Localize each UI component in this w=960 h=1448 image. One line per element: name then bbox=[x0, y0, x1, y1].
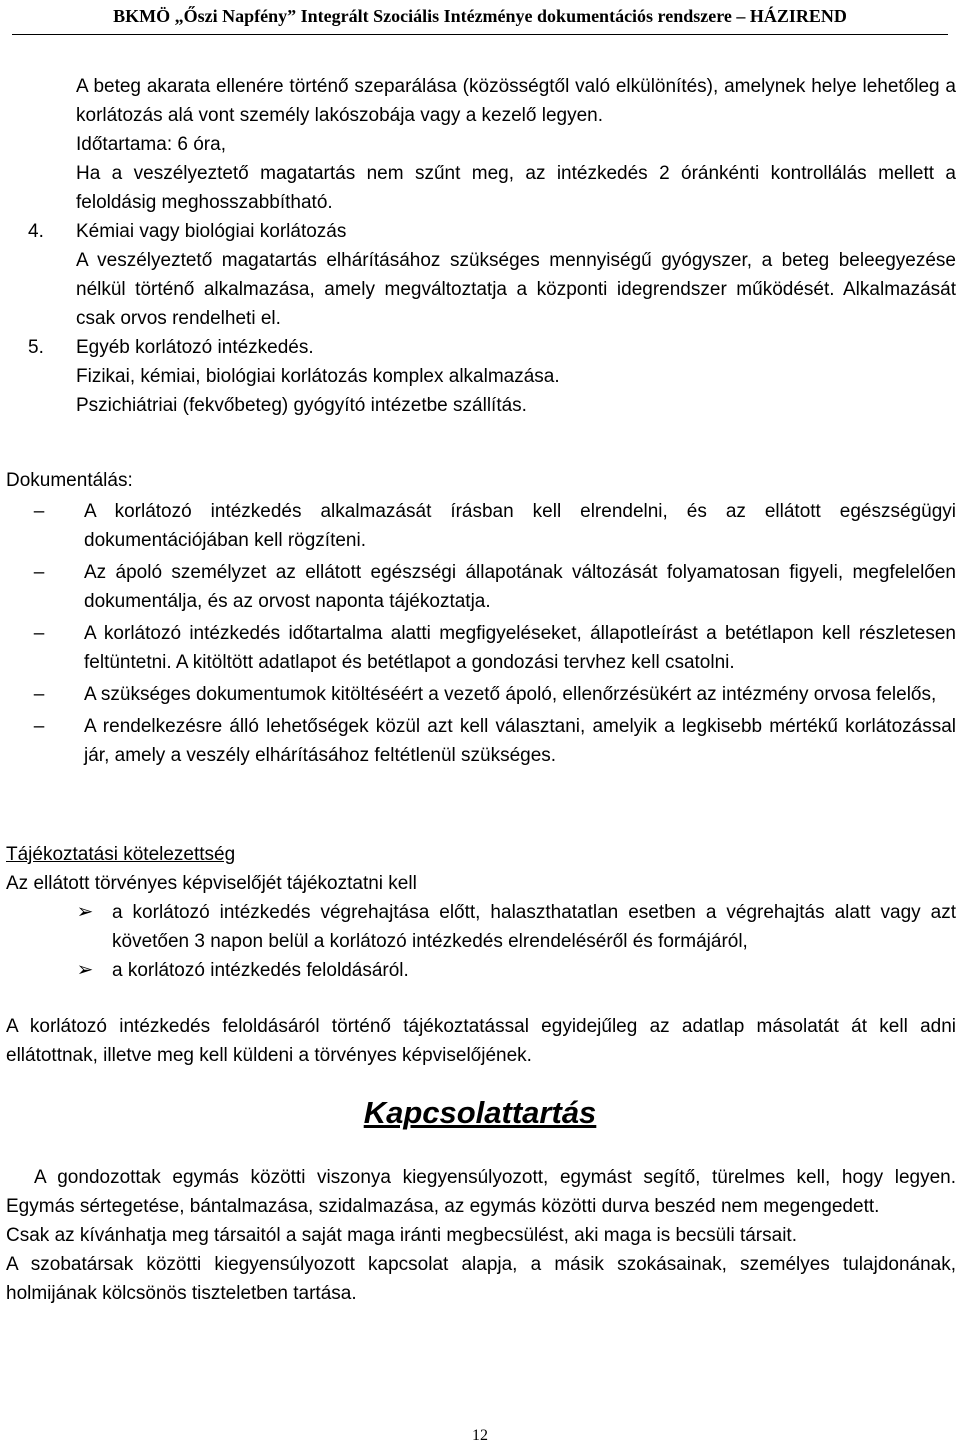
extension-paragraph: Ha a veszélyeztető magatartás nem szűnt meg, az intézkedés 2 óránkénti kontrollálás mellett a feloldásig meghosszabbítható. bbox=[76, 163, 956, 213]
obligation-item-text: a korlátozó intézkedés végrehajtása előtt, halaszthatatlan esetben a végrehajtás alatt vagy azt követően 3 napon belül a korlátozó intézkedés elrendeléséről és formájáról, bbox=[112, 902, 956, 952]
obligation-closing-text: A korlátozó intézkedés feloldásáról történő tájékoztatással egyidejűleg az adatlap másolatát át kell adni ellátottnak, illetve meg kell küldeni a törvényes képviselőjének. bbox=[6, 1016, 956, 1066]
item-4 bbox=[28, 217, 956, 246]
obligation-item bbox=[76, 956, 956, 985]
separation-paragraph: A beteg akarata ellenére történő szeparálása (közösségtől való elkülönítés), amelynek helye lehetőleg a korlátozás alá vont személy lakószobája vagy a kezelő legyen. bbox=[76, 76, 956, 126]
obligation-closing bbox=[6, 1012, 956, 1070]
obligation-list bbox=[76, 898, 956, 985]
documentation-item-text: A korlátozó intézkedés alkalmazását írásban kell elrendelni, és az ellátott egészségügyi dokumentációjában kell rögzíteni. bbox=[84, 501, 956, 551]
dash-bullet: – bbox=[33, 562, 45, 583]
documentation-label: Dokumentálás: bbox=[6, 470, 133, 491]
obligation-section bbox=[6, 840, 956, 898]
documentation-item bbox=[33, 497, 956, 555]
contact-paragraph-2: Csak az kívánhatja meg társaitól a saját maga iránti megbecsülést, aki maga is becsüli társait. bbox=[6, 1225, 797, 1246]
documentation-item-text: A szükséges dokumentumok kitöltéséért a vezető ápoló, ellenőrzésükért az intézmény orvosa felelős, bbox=[84, 684, 937, 705]
item-4-text: A veszélyeztető magatartás elhárításához szükséges mennyiségű gyógyszer, a beteg beleegyezése nélkül történő alkalmazása, amely megváltoztatja a központi idegrendszer működését. Alkalmazását csak orvos rendelheti el. bbox=[76, 250, 956, 329]
documentation-item-text: A korlátozó intézkedés időtartalma alatti megfigyeléseket, állapotleírást a betétlapon kell részletesen feltüntetni. A kitöltött adatlapot és betétlapot a gondozási tervhez kell csatolni. bbox=[84, 623, 956, 673]
item-5-title: Egyéb korlátozó intézkedés. bbox=[76, 337, 314, 358]
item-4-title: Kémiai vagy biológiai korlátozás bbox=[76, 221, 347, 242]
item-5-line-2: Pszichiátriai (fekvőbeteg) gyógyító intézetbe szállítás. bbox=[76, 395, 527, 416]
obligation-heading: Tájékoztatási kötelezettség bbox=[6, 844, 236, 865]
duration-line: Időtartama: 6 óra, bbox=[76, 134, 226, 155]
contact-paragraph-3: A szobatársak közötti kiegyensúlyozott kapcsolat alapja, a másik szokásainak, személyes tulajdonának, holmijának kölcsönös tiszteletben tartása. bbox=[6, 1254, 956, 1304]
obligation-item bbox=[76, 898, 956, 956]
item-5-line-1: Fizikai, kémiai, biológiai korlátozás komplex alkalmazása. bbox=[76, 366, 560, 387]
contact-section bbox=[6, 1163, 956, 1308]
documentation-item-text: Az ápoló személyzet az ellátott egészségi állapotának változását folyamatosan figyeli, megfelelően dokumentálja, és az orvost naponta tájékoztatja. bbox=[84, 562, 956, 612]
page-header: BKMÖ „Őszi Napfény” Integrált Szociális Intézménye dokumentációs rendszere – HÁZIREND bbox=[113, 6, 847, 26]
arrow-bullet-icon: ➢ bbox=[76, 959, 94, 981]
obligation-item-text: a korlátozó intézkedés feloldásáról. bbox=[112, 960, 409, 981]
dash-bullet: – bbox=[33, 716, 45, 737]
dash-bullet: – bbox=[33, 501, 45, 522]
header-rule bbox=[12, 34, 948, 35]
obligation-intro: Az ellátott törvényes képviselőjét tájékoztatni kell bbox=[6, 873, 417, 894]
dash-bullet: – bbox=[33, 684, 45, 705]
page-number: 12 bbox=[472, 1427, 488, 1444]
section-heading: Kapcsolattartás bbox=[363, 1095, 597, 1130]
documentation-item bbox=[33, 712, 956, 770]
item-5 bbox=[28, 333, 956, 362]
contact-paragraph-1: A gondozottak egymás közötti viszonya kiegyensúlyozott, egymást segítő, türelmes kell, hogy legyen. Egymás sértegetése, bántalmazása, szidalmazása, az egymás közötti durva beszéd nem megengedett. bbox=[6, 1167, 956, 1217]
item-5-number: 5. bbox=[28, 337, 44, 358]
documentation-item bbox=[33, 558, 956, 616]
arrow-bullet-icon: ➢ bbox=[76, 901, 94, 923]
documentation-item bbox=[33, 680, 956, 709]
item-4-number: 4. bbox=[28, 221, 44, 242]
documentation-list bbox=[33, 497, 956, 770]
documentation-item-text: A rendelkezésre álló lehetőségek közül azt kell választani, amelyik a legkisebb mértékű korlátozással jár, amely a veszély elhárításához feltétlenül szükséges. bbox=[84, 716, 956, 766]
documentation-item bbox=[33, 619, 956, 677]
dash-bullet: – bbox=[33, 623, 45, 644]
restriction-list bbox=[28, 72, 956, 420]
